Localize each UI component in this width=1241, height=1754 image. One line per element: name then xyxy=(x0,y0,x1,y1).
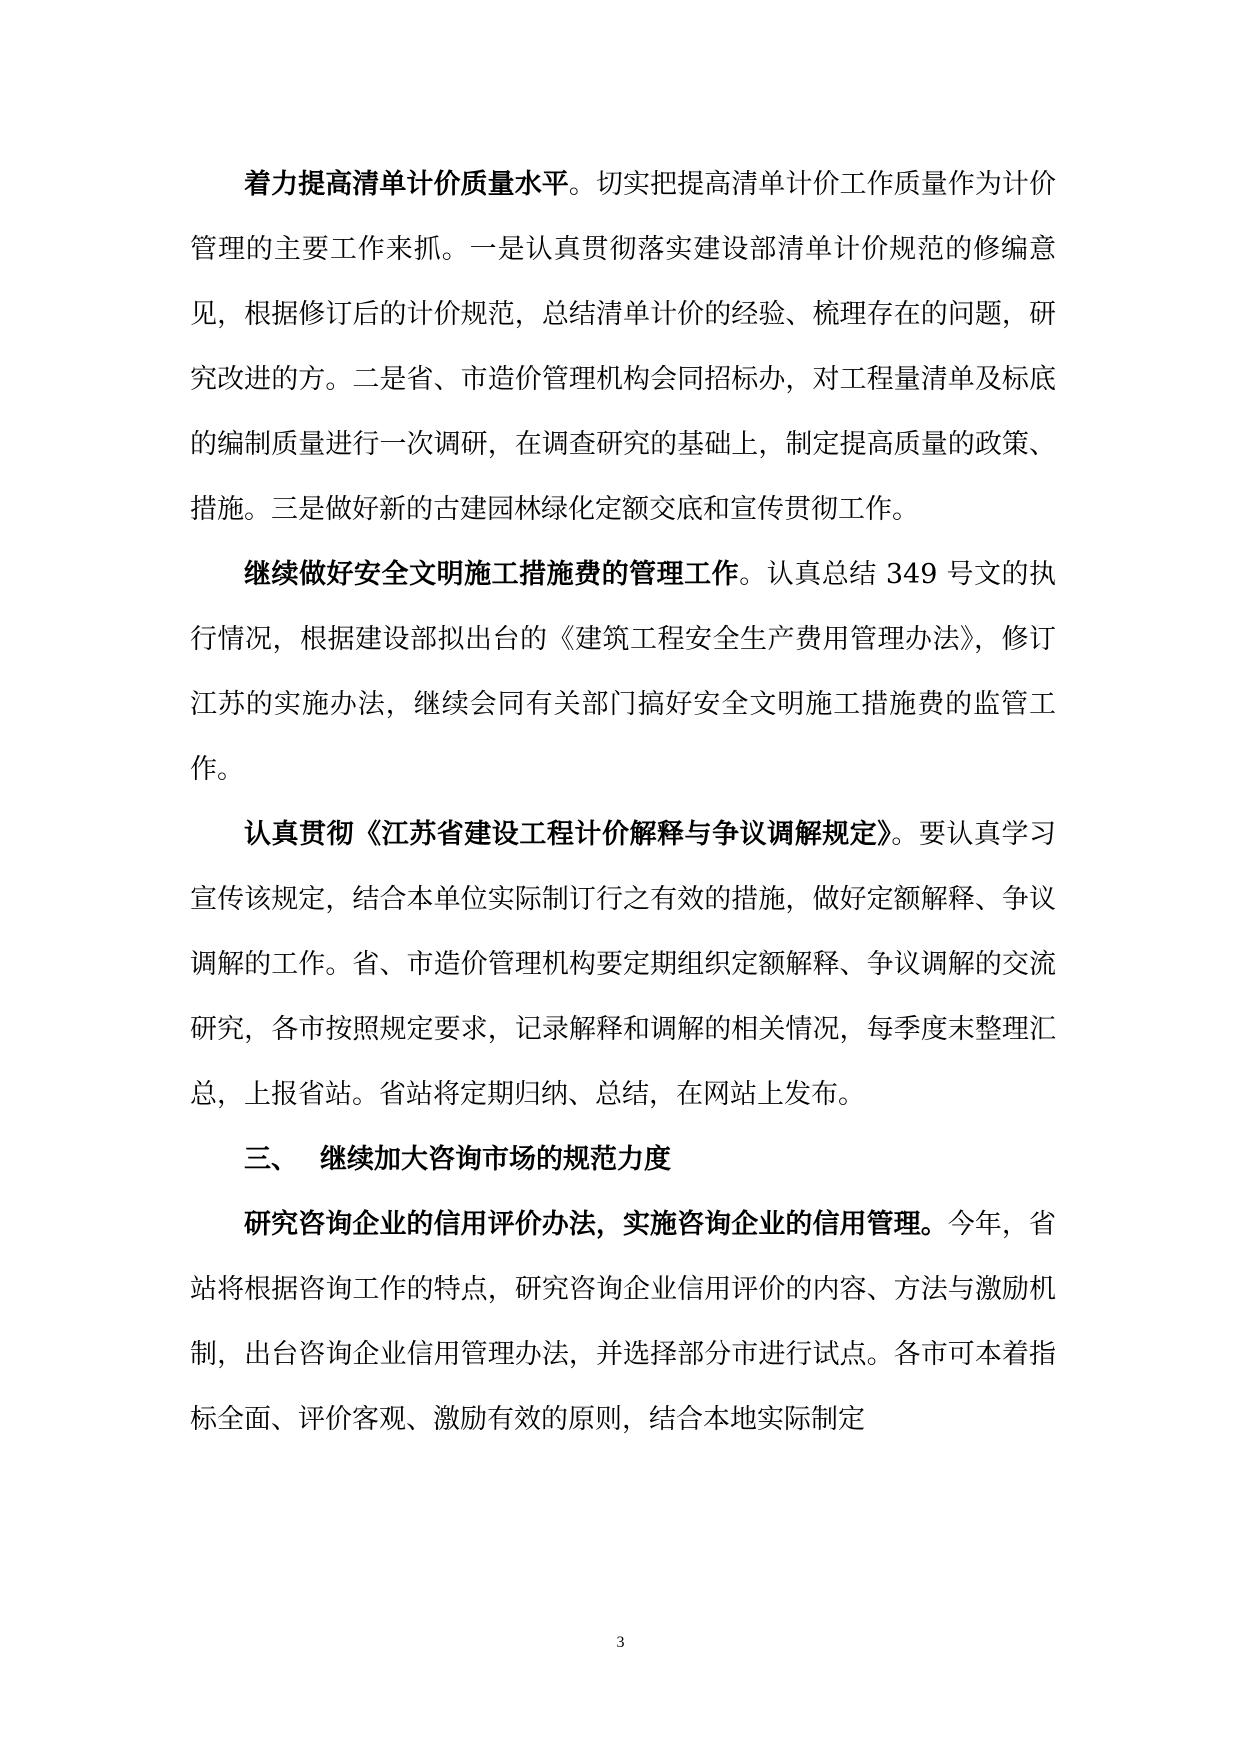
paragraph-lead: 认真贯彻《江苏省建设工程计价解释与争议调解规定》 xyxy=(244,819,892,850)
paragraph-credit-evaluation xyxy=(190,1192,1056,1452)
paragraph-lead: 继续做好安全文明施工措施费的管理工作 xyxy=(244,559,740,590)
paragraph-lead: 研究咨询企业的信用评价办法，实施咨询企业的信用管理。 xyxy=(244,1209,948,1240)
paragraph-lead: 着力提高清单计价质量水平 xyxy=(244,169,569,200)
paragraph-dispute-regulation xyxy=(190,802,1056,1127)
paragraph-text: 。认真总结 349 号文的执行情况，根据建设部拟出台的《建筑工程安全生产费用管理办法》，修订江苏的实施办法，继续会同有关部门搞好安全文明施工措施费的监管工作。 xyxy=(190,559,1057,785)
section-number: 三、 xyxy=(244,1144,298,1175)
page-number: 3 xyxy=(616,1634,625,1651)
paragraph-safety-fee-management xyxy=(190,542,1056,802)
paragraph-text: 。要认真学习宣传该规定，结合本单位实际制订行之有效的措施，做好定额解释、争议调解的工作。省、市造价管理机构要定期组织定额解释、争议调解的交流研究，各市按照规定要求，记录解释和调解的相关情况，每季度末整理汇总，上报省站。省站将定期归纳、总结，在网站上发布。 xyxy=(190,819,1057,1110)
paragraph-list-pricing-quality xyxy=(190,152,1056,542)
section-title: 继续加大咨询市场的规范力度 xyxy=(320,1144,671,1175)
document-body xyxy=(190,152,1056,1452)
paragraph-text: 。切实把提高清单计价工作质量作为计价管理的主要工作来抓。一是认真贯彻落实建设部清单计价规范的修编意见，根据修订后的计价规范，总结清单计价的经验、梳理存在的问题，研究改进的方。二是省、市造价管理机构会同招标办，对工程量清单及标底的编制质量进行一次调研，在调查研究的基础上，制定提高质量的政策、措施。三是做好新的古建园林绿化定额交底和宣传贯彻工作。 xyxy=(190,169,1056,525)
paragraph-text: 今年，省站将根据咨询工作的特点，研究咨询企业信用评价的内容、方法与激励机制，出台咨询企业信用管理办法，并选择部分市进行试点。各市可本着指标全面、评价客观、激励有效的原则，结合本地实际制定 xyxy=(190,1209,1057,1435)
section-heading xyxy=(190,1127,1056,1192)
